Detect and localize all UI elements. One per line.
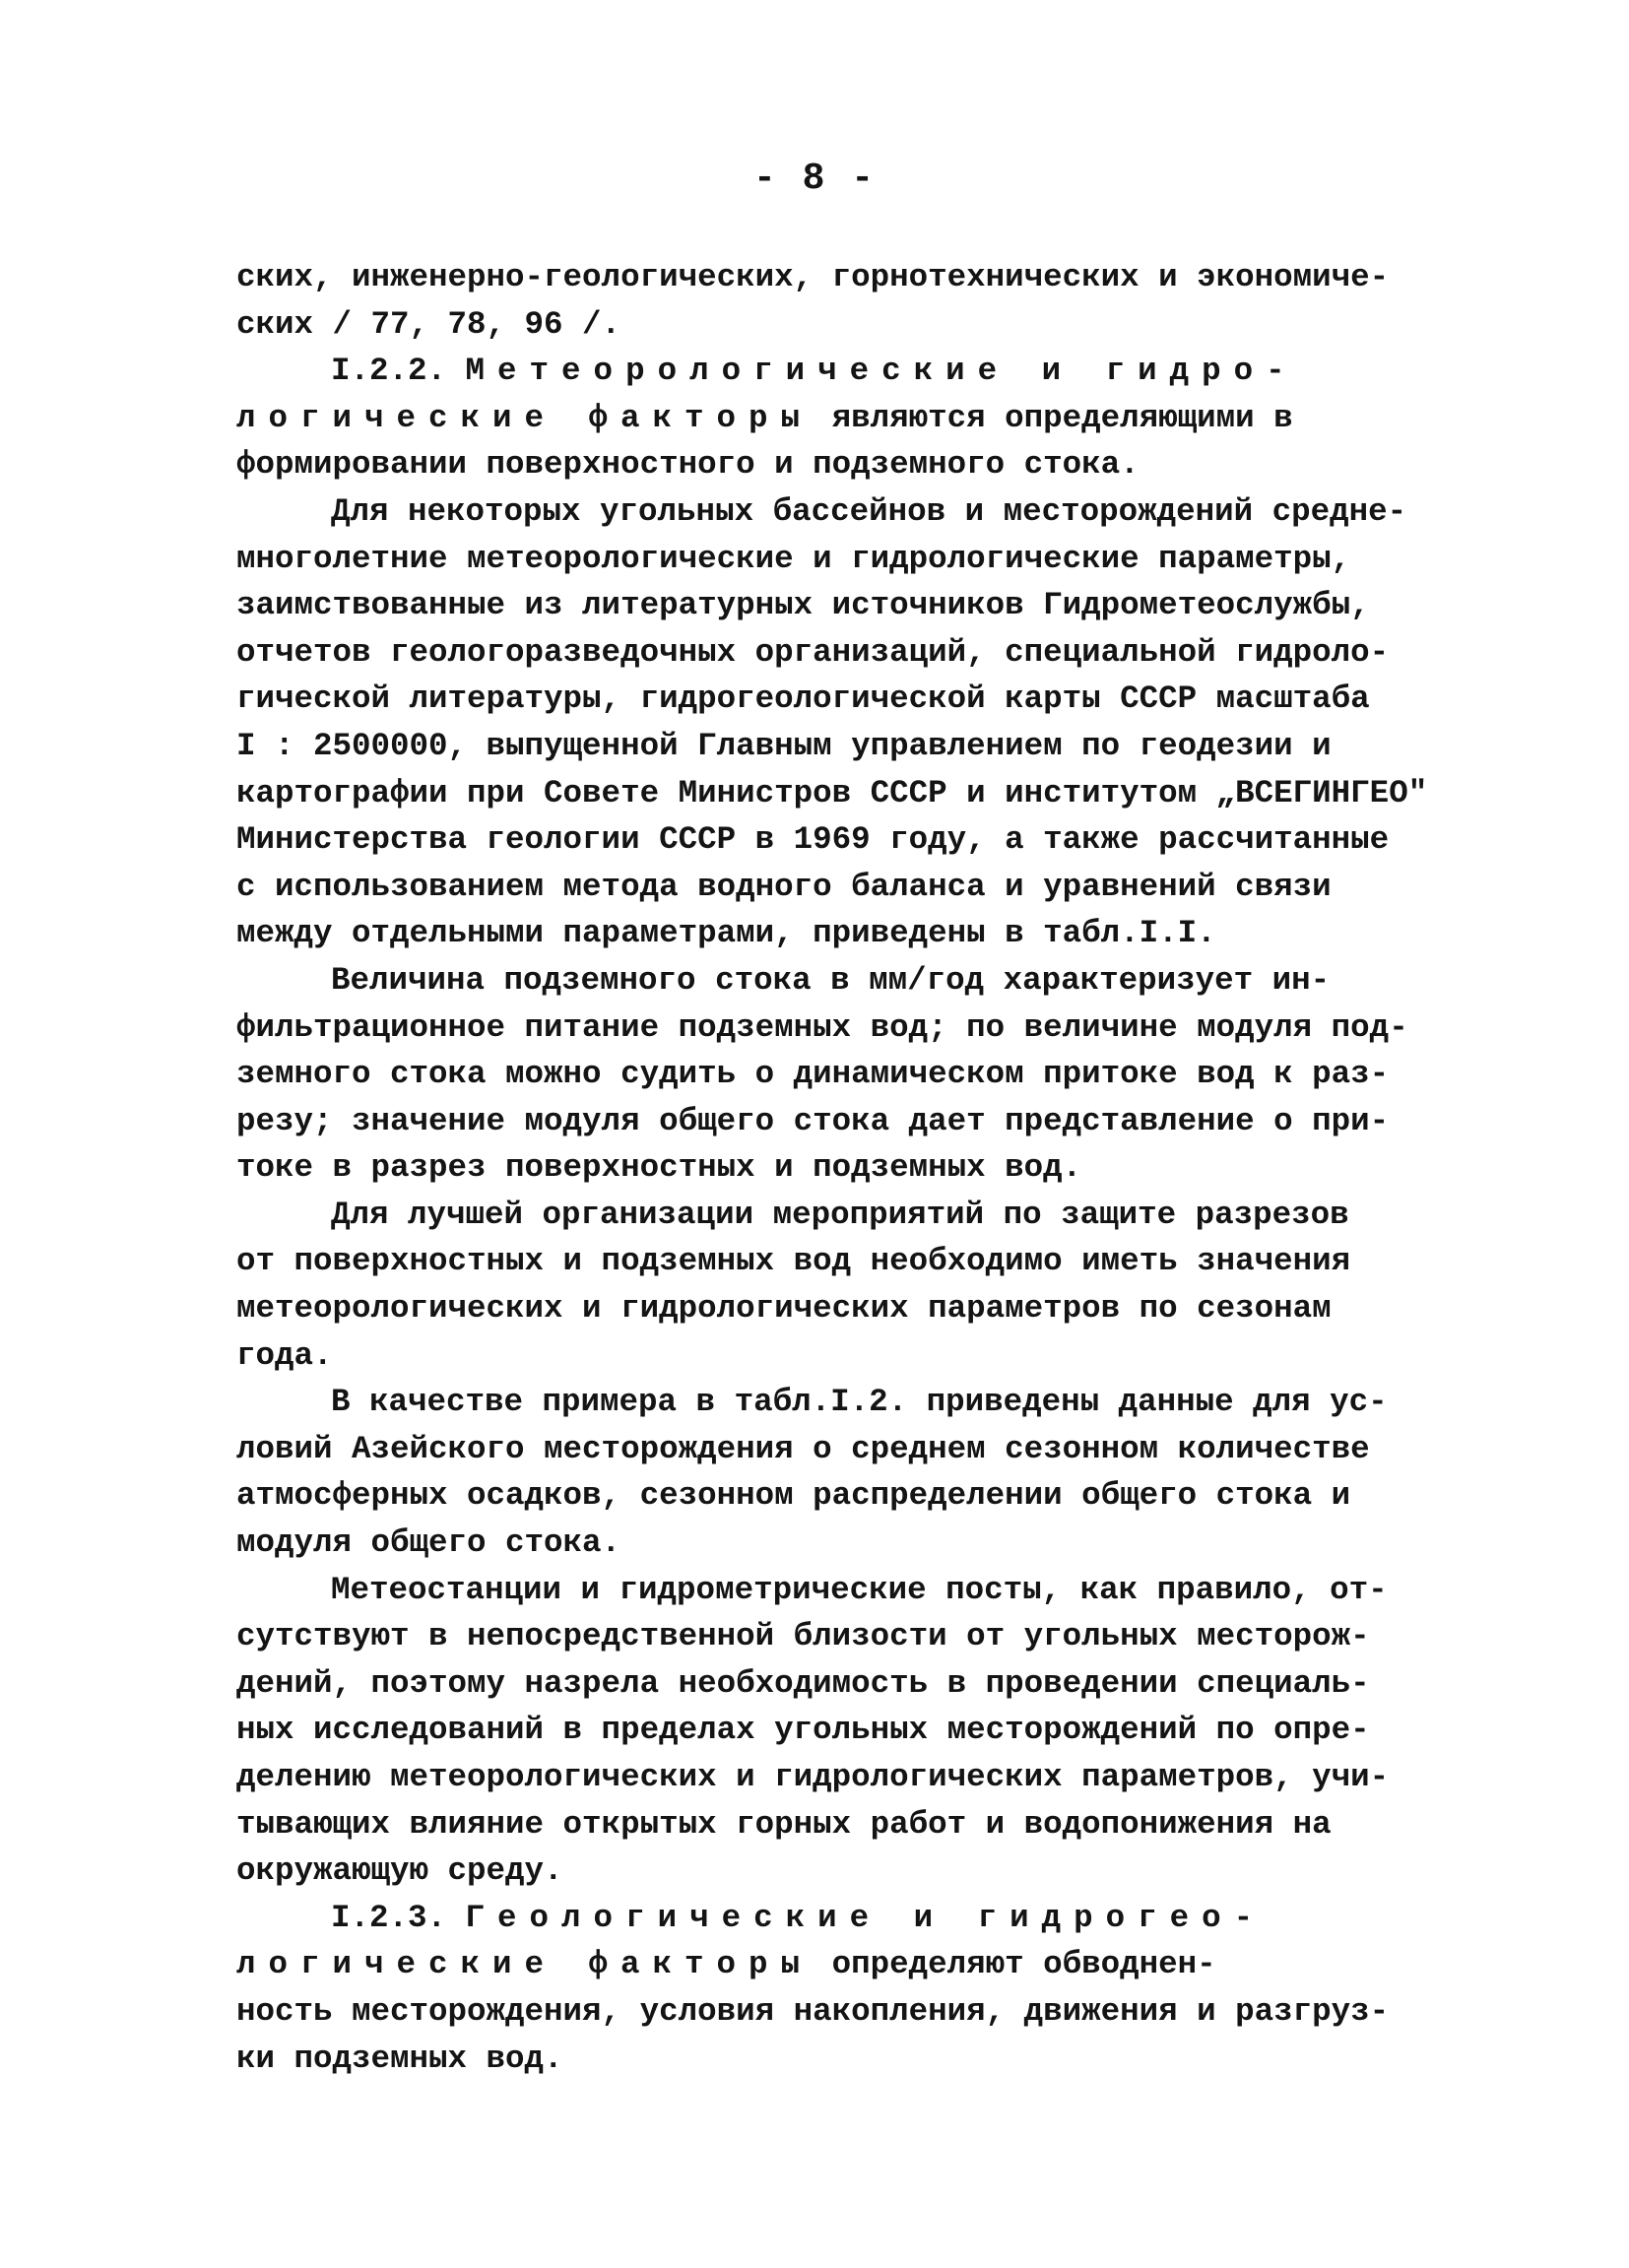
text-line: многолетние метеорологические и гидрологические параметры, xyxy=(236,540,1351,577)
section-heading-rest: определяют обводнен- xyxy=(813,1946,1216,1983)
text-line: гической литературы, гидрогеологической карты СССР масштаба xyxy=(236,680,1370,718)
section-heading-1-2-3-continued xyxy=(236,1941,1428,1988)
section-heading-1-2-2 xyxy=(236,348,1428,395)
text-line: дений, поэтому назрела необходимость в проведении специаль- xyxy=(236,1664,1370,1702)
section-title-spaced: Геологические и гидрогео- xyxy=(465,1899,1267,1936)
text-line: Министерства геологии СССР в 1969 году, а также рассчитанные xyxy=(236,821,1390,859)
section-title-spaced: Метеорологические и гидро- xyxy=(465,353,1298,390)
text-line: модуля общего стока. xyxy=(236,1524,621,1562)
text-line: фильтрационное питание подземных вод; по величине модуля под- xyxy=(236,1008,1408,1046)
text-line: ских, инженерно-геологических, горнотехнических и экономиче- xyxy=(236,259,1390,295)
text-line: заимствованные из литературных источников Гидрометеослужбы, xyxy=(236,587,1370,624)
text-line: ность месторождения, условия накопления, движения и разгруз- xyxy=(236,1992,1390,2030)
text-line: ных исследований в пределах угольных месторождений по опре- xyxy=(236,1712,1370,1749)
text-line: картографии при Совете Министров СССР и институтом „ВСЕГИНГЕО" xyxy=(236,774,1428,811)
text-line: тывающих влияние открытых горных работ и водопонижения на xyxy=(236,1805,1332,1843)
text-line: ки подземных вод. xyxy=(236,2040,563,2077)
text-line: сутствуют в непосредственной близости от угольных месторож- xyxy=(236,1618,1370,1655)
paragraph-start: Для некоторых угольных бассейнов и месторождений средне- xyxy=(331,492,1407,530)
paragraph-start: Метеостанции и гидрометрические посты, как правило, от- xyxy=(331,1571,1388,1608)
text-line: с использованием метода водного баланса и уравнений связи xyxy=(236,868,1332,905)
page-number: - 8 - xyxy=(752,158,877,200)
section-number: I.2.3. xyxy=(331,1899,447,1936)
text-line: ловий Азейского месторождения о среднем сезонном количестве xyxy=(236,1430,1370,1467)
text-line: метеорологических и гидрологических параметров по сезонам xyxy=(236,1290,1332,1328)
section-heading-1-2-2-continued xyxy=(236,395,1428,442)
section-number: I.2.2. xyxy=(331,353,447,390)
text-line: от поверхностных и подземных вод необходимо иметь значения xyxy=(236,1243,1351,1280)
section-heading-rest: являются определяющими в xyxy=(813,399,1293,436)
text-line: ских / 77, 78, 96 /. xyxy=(236,305,621,343)
text-line: между отдельными параметрами, приведены в табл.I.I. xyxy=(236,915,1216,952)
text-line: года. xyxy=(236,1336,333,1374)
text-line: формировании поверхностного и подземного стока. xyxy=(236,446,1140,484)
text-line: токе в разрез поверхностных и подземных вод. xyxy=(236,1149,1082,1187)
section-heading-1-2-3 xyxy=(236,1895,1428,1942)
text-line: атмосферных осадков, сезонном распределении общего стока и xyxy=(236,1477,1351,1515)
text-line: резу; значение модуля общего стока дает представление о при- xyxy=(236,1102,1390,1139)
text-line: окружающую среду. xyxy=(236,1852,563,1890)
section-title-spaced: логические факторы xyxy=(236,1946,814,1983)
text-line: земного стока можно судить о динамическом притоке вод к раз- xyxy=(236,1056,1390,1093)
paragraph-start: В качестве примера в табл.I.2. приведены данные для ус- xyxy=(331,1384,1388,1421)
paragraph-start: Величина подземного стока в мм/год характеризует ин- xyxy=(331,961,1331,999)
body-text xyxy=(236,254,1428,2082)
text-line: отчетов геологоразведочных организаций, специальной гидроло- xyxy=(236,633,1390,671)
text-line: I : 2500000, выпущенной Главным управлением по геодезии и xyxy=(236,727,1332,764)
section-title-spaced: логические факторы xyxy=(236,399,814,436)
paragraph-start: Для лучшей организации мероприятий по защите разрезов xyxy=(331,1196,1349,1233)
text-line: делению метеорологических и гидрологических параметров, учи- xyxy=(236,1759,1390,1795)
